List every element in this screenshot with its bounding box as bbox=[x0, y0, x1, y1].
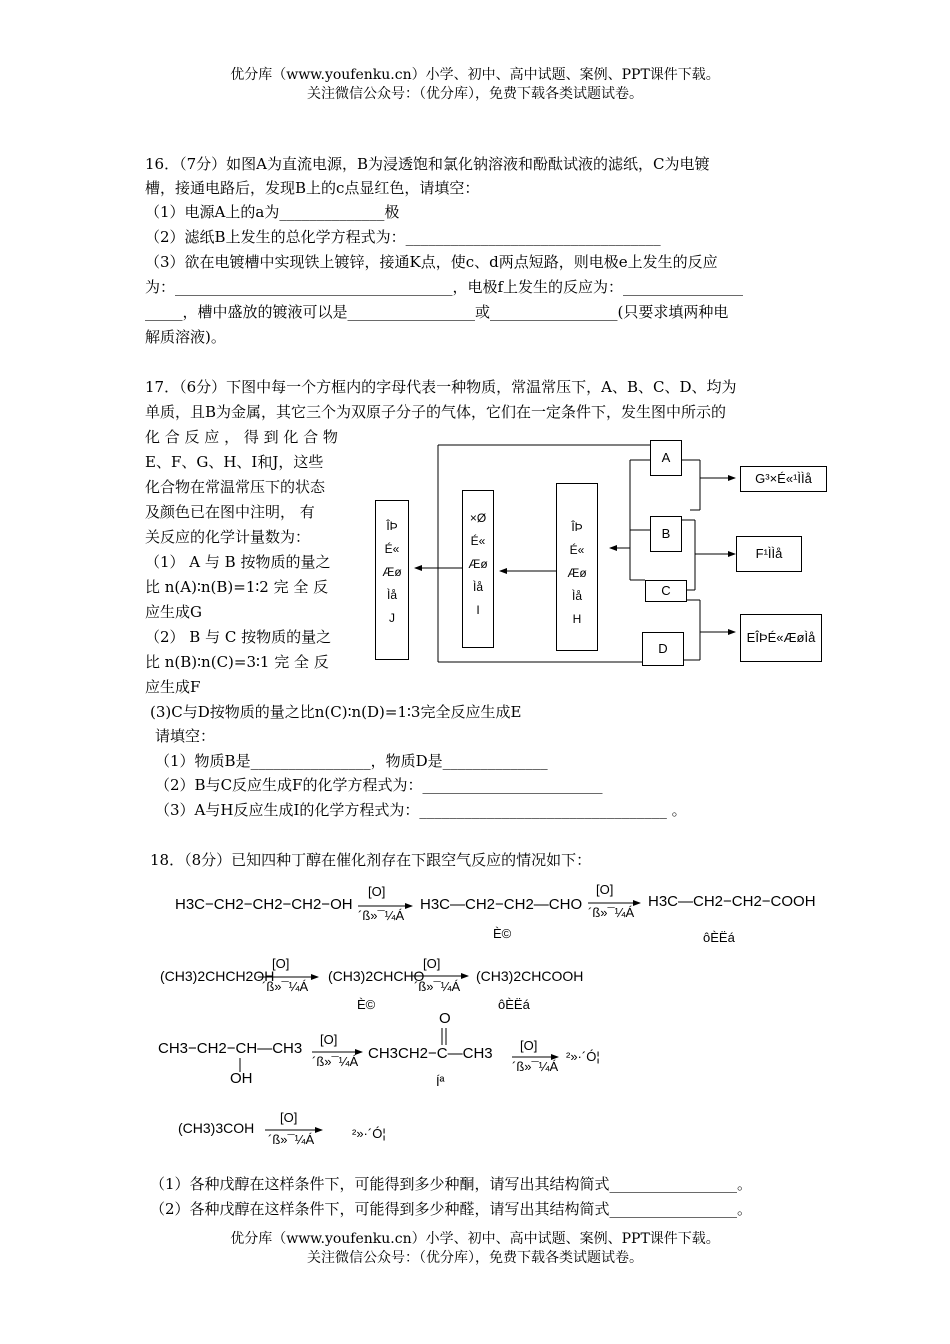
r2-catalyst-1: ´ß»¯¼Á bbox=[262, 979, 309, 994]
q17-line-6: （2）B与C反应生成F的化学方程式为：________________________ bbox=[155, 776, 603, 794]
r2-oxidant-1: [O] bbox=[272, 956, 290, 971]
r3-no-reaction: ²»·´Ó¦ bbox=[566, 1049, 600, 1064]
q18-question-2: （2）各种戊醇在这样条件下，可能得到多少种醛，请写出其结构简式_________________。 bbox=[150, 1200, 753, 1218]
r1-aldehyde: H3C—CH2−CH2—CHO bbox=[420, 896, 583, 913]
box-f-label: F¹ÌÌå bbox=[755, 546, 783, 561]
q16-line-5: （3）欲在电镀槽中实现铁上镀锌，接通K点，使c、d两点短路，则电极e上发生的反应 bbox=[145, 253, 718, 271]
r2-reactant: (CH3)2CHCH2OH bbox=[160, 968, 275, 984]
q17-left-7: 比 n(A)∶n(B)=1∶2 完 全 反 bbox=[145, 578, 329, 596]
r3-oxidant-1: [O] bbox=[320, 1032, 338, 1047]
box-j-text: ÎÞ É« Æø Ìå J bbox=[382, 519, 402, 625]
r3-oxidant-2: [O] bbox=[520, 1038, 538, 1053]
r3-catalyst-2: ´ß»¯¼Á bbox=[512, 1059, 559, 1074]
q17-left-2: E、F、G、H、I和J，这些 bbox=[145, 453, 324, 471]
box-a-label: A bbox=[661, 450, 671, 465]
q17-line-3: (3)C与D按物质的量之比n(C)∶n(D)=1∶3完全反应生成E bbox=[150, 703, 522, 721]
r2-catalyst-2: ´ß»¯¼Á bbox=[414, 979, 461, 994]
r1-acid: H3C—CH2−CH2−COOH bbox=[648, 893, 816, 910]
r3-ketone: CH3CH2−C—CH3 bbox=[368, 1045, 493, 1062]
q17-left-8: 应生成G bbox=[145, 603, 202, 621]
r1-oxidant-1: [O] bbox=[368, 884, 386, 899]
q16-line-7: _____，槽中盛放的镀液可以是_________________或_________________(只要求填两种电 bbox=[145, 303, 729, 321]
box-b-label: B bbox=[661, 526, 671, 541]
box-e-label: EÎÞÉ«ÆøÌå bbox=[746, 630, 816, 645]
box-i-text: ×Ø É« Æø Ìå I bbox=[468, 511, 488, 617]
q17-line-2: 单质，且B为金属，其它三个为双原子分子的气体，它们在一定条件下，发生图中所示的 bbox=[145, 403, 727, 421]
r4-no-reaction: ²»·´Ó¦ bbox=[352, 1126, 386, 1141]
q18-intro: 18．（8分）已知四种丁醇在催化剂存在下跟空气反应的情况如下： bbox=[150, 851, 592, 869]
q17-line-7: （3）A与H反应生成I的化学方程式为：_________________________________ 。 bbox=[155, 801, 687, 819]
r2-aldehyde-label: È© bbox=[357, 997, 376, 1012]
r1-reactant: H3C−CH2−CH2−CH2−OH bbox=[175, 896, 353, 913]
q16-line-3: （1）电源A上的a为______________极 bbox=[145, 203, 400, 221]
q16-line-8: 解质溶液)。 bbox=[145, 328, 226, 346]
box-g-label: G³×É«¹ÌÌå bbox=[755, 471, 812, 486]
header-line-1: 优分库（www.youfenku.cn）小学、初中、高中试题、案例、PPT课件下载。 bbox=[230, 67, 720, 83]
q16-line-2: 槽，接通电路后，发现B上的c点显红色，请填空： bbox=[145, 179, 480, 197]
r1-catalyst-2: ´ß»¯¼Á bbox=[588, 905, 635, 920]
box-h-text: ÎÞ É« Æø Ìå H bbox=[567, 520, 587, 626]
r4-catalyst: ´ß»¯¼Á bbox=[268, 1132, 315, 1147]
q17-left-10: 比 n(B)∶n(C)=3∶1 完 全 反 bbox=[145, 653, 329, 671]
r3-ketone-label: Íª bbox=[436, 1074, 445, 1089]
r2-oxidant-2: [O] bbox=[423, 956, 441, 971]
q17-line-4: 请填空： bbox=[155, 727, 216, 745]
footer-line-2: 关注微信公众号：（优分库），免费下载各类试题试卷。 bbox=[307, 1250, 643, 1266]
q17-left-1: 化 合 反 应 ， 得 到 化 合 物 bbox=[145, 428, 338, 446]
r1-aldehyde-label: È© bbox=[493, 926, 512, 941]
r2-acid: (CH3)2CHCOOH bbox=[476, 968, 584, 984]
box-d-label: D bbox=[658, 641, 668, 656]
q17-left-3: 化合物在常温常压下的状态 bbox=[145, 478, 326, 496]
q17-left-9: （2） B 与 C 按物质的量之 bbox=[145, 628, 332, 646]
r2-aldehyde: (CH3)2CHCHO bbox=[328, 968, 425, 984]
r2-acid-label: ôÈËá bbox=[498, 997, 530, 1012]
r3-ketone-o: O bbox=[439, 1010, 451, 1027]
footer-line-1: 优分库（www.youfenku.cn）小学、初中、高中试题、案例、PPT课件下载。 bbox=[230, 1231, 720, 1247]
q17-line-1: 17．（6分）下图中每一个方框内的字母代表一种物质，常温常压下，A、B、C、D、均为 bbox=[145, 378, 737, 396]
r3-reactant-oh: OH bbox=[230, 1070, 253, 1087]
r1-catalyst-1: ´ß»¯¼Á bbox=[358, 908, 405, 923]
q16-line-4: （2）滤纸B上发生的总化学方程式为：__________________________________ bbox=[145, 228, 661, 246]
box-c-label: C bbox=[661, 583, 671, 598]
r4-reactant: (CH3)3COH bbox=[178, 1120, 255, 1136]
r1-oxidant-2: [O] bbox=[596, 882, 614, 897]
header-line-2: 关注微信公众号：（优分库），免费下载各类试题试卷。 bbox=[307, 86, 643, 102]
r4-oxidant: [O] bbox=[280, 1110, 298, 1125]
r3-catalyst-1: ´ß»¯¼Á bbox=[312, 1054, 359, 1069]
r3-reactant: CH3−CH2−CH—CH3 bbox=[158, 1040, 303, 1057]
q16-line-6: 为：_____________________________________，电极f上发生的反应为：________________ bbox=[145, 278, 744, 296]
r1-acid-label: ôÈËá bbox=[703, 930, 735, 945]
q17-line-5: （1）物质B是________________，物质D是______________ bbox=[155, 752, 548, 770]
q17-left-11: 应生成F bbox=[145, 678, 201, 696]
q17-left-6: （1） A 与 B 按物质的量之 bbox=[145, 553, 331, 571]
q17-left-5: 关反应的化学计量数为： bbox=[145, 528, 311, 546]
q16-line-1: 16．（7分）如图A为直流电源，B为浸透饱和氯化钠溶液和酚酞试液的滤纸，C为电镀 bbox=[145, 155, 710, 173]
q17-left-4: 及颜色已在图中注明， 有 bbox=[145, 503, 315, 521]
q18-question-1: （1）各种戊醇在这样条件下，可能得到多少种酮，请写出其结构简式_________________。 bbox=[150, 1175, 753, 1193]
